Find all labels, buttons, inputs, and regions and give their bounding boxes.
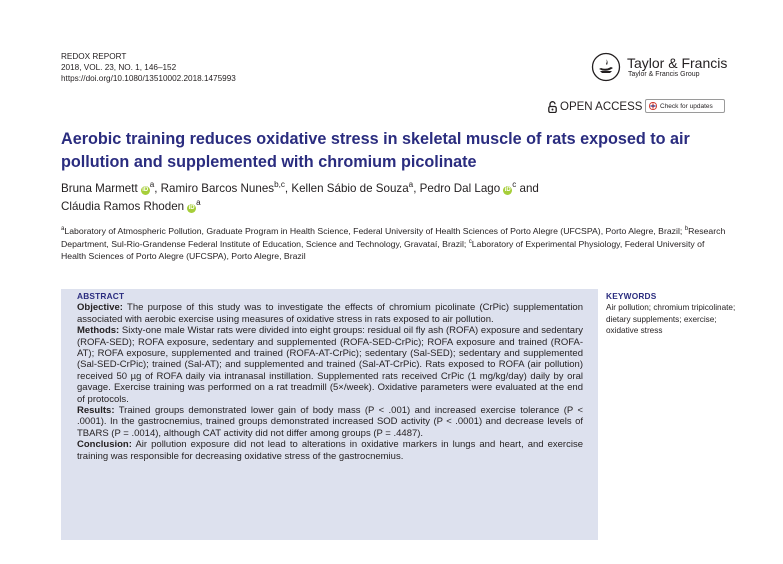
abstract xyxy=(77,291,583,462)
author-name[interactable]: Pedro Dal Lago xyxy=(419,182,501,195)
publisher-name: Taylor & Francis xyxy=(627,55,728,71)
orcid-icon[interactable]: iD xyxy=(142,187,149,193)
author-list: Bruna Marmett $iD^a$, Ramiro Barcos Nunes$^{b,c}$, Kellen Sábio de Souza$^a$, Pedro Dal Lago $iD^c$ and Cláudia Ramos Rhoden $iD^a$ xyxy=(61,180,539,213)
abstract-results xyxy=(77,405,583,439)
author-affiliation-mark: b,c xyxy=(274,180,285,190)
journal-info xyxy=(61,51,236,84)
abstract-heading: ABSTRACT xyxy=(77,291,125,301)
author-name[interactable]: Ramiro Barcos Nunes xyxy=(160,182,275,195)
abstract-objective xyxy=(77,302,583,325)
methods-label: Methods: xyxy=(77,325,120,337)
objective-text: The purpose of this study was to investigate the effects of chromium picolinate (CrPic) supplementation associated with aerobic exercise using measures of oxidative stress in rats exposed to air pollution. xyxy=(77,302,583,325)
check-updates-button[interactable] xyxy=(645,99,725,113)
doi-link[interactable]: https://doi.org/10.1080/13510002.2018.1475993 xyxy=(61,74,236,83)
open-access-label: OPEN ACCESS xyxy=(560,101,643,113)
author-name[interactable]: Kellen Sábio de Souza xyxy=(291,182,409,195)
open-access-badge xyxy=(548,101,642,113)
orcid-icon[interactable]: iD xyxy=(188,205,195,211)
article-title: Aerobic training reduces oxidative stress in skeletal muscle of rats exposed to air pollution and supplemented with chromium picolinate xyxy=(61,130,690,171)
affiliation-text: Laboratory of Atmospheric Pollution, Graduate Program in Health Science, Federal University of Health Sciences of Porto Alegre (UFCSPA), Porto Alegre, Brazil; xyxy=(64,226,685,236)
abstract-conclusion xyxy=(77,439,583,462)
orcid-icon[interactable]: iD xyxy=(504,187,511,193)
conclusion-label: Conclusion: xyxy=(77,439,132,451)
keywords-heading: KEYWORDS xyxy=(606,291,657,301)
author-affiliation-mark: a xyxy=(408,180,414,190)
keywords-text: Air pollution; chromium tripicolinate; dietary supplements; exercise; oxidative stress xyxy=(606,303,736,335)
author-affiliation-mark: a xyxy=(149,180,155,190)
author-name[interactable]: Bruna Marmett xyxy=(61,182,138,195)
affiliations xyxy=(61,225,731,263)
objective-label: Objective: xyxy=(77,302,123,314)
author-affiliation-mark: c xyxy=(512,180,517,190)
author-affiliation-mark: a xyxy=(196,198,201,208)
author-name[interactable]: Cláudia Ramos Rhoden xyxy=(61,200,185,213)
keywords xyxy=(606,291,736,336)
results-label: Results: xyxy=(77,405,115,417)
journal-name: REDOX REPORT xyxy=(61,52,127,61)
affiliation-mark: c xyxy=(468,237,472,245)
affiliation-text: Laboratory of Experimental Physiology, Federal University of Health Sciences of Porto Alegre (UFCSPA), Porto Alegre, Brazil xyxy=(61,238,705,261)
results-text: Trained groups demonstrated lower gain of body mass (P < .001) and increased exercise tolerance (P < .0001). In the gastrocnemius, trained groups demonstrated increased SOD activity (P < .0001) and decrease levels of TBARS (P = .0014), although CAT activity did not differ among groups (P = .4487). xyxy=(77,405,583,439)
methods-text: Sixty-one male Wistar rats were divided into eight groups: residual oil fly ash (ROFA) exposure and sedentary (ROFA-SED); ROFA exposure, sedentary and supplemented (ROFA-SED-CrPic); ROFA exposure and trained (ROFA-AT); ROFA exposure, supplemented and trained (ROFA-AT-CrPic); sedentary (Sal-SED); sedentary and supplemented (Sal-SED-CrPic); trained (Sal-AT); and supplemented and trained (Sal-AT-CrPic). Rats exposed to ROFA (air pollution) received 50 µg of ROFA daily via intranasal instillation. Supplemented rats received CrPic (1 mg/kg/day) daily by oral gavage. Exercise training was performed on a rat treadmill (5×/week). Oxidative parameters were evaluated at the end of protocols. xyxy=(77,325,583,405)
publisher-group: Taylor & Francis Group xyxy=(628,71,700,78)
affiliation-text: Research Department, Sul-Rio-Grandense Federal Institute of Education, Science and Technology, Gravataí, Brazil; xyxy=(61,226,726,249)
conclusion-text: Air pollution exposure did not lead to alterations in oxidative markers in lungs and heart, and exercise training was responsible for decreasing oxidative stress of the gastrocnemius. xyxy=(77,439,583,462)
check-updates-label: Check for updates xyxy=(660,102,713,110)
crossmark-icon xyxy=(649,102,657,110)
taylor-francis-lamp-icon xyxy=(591,52,621,82)
journal-volume: 2018, VOL. 23, NO. 1, 146–152 xyxy=(61,63,177,72)
affiliation-mark: b xyxy=(684,225,689,233)
open-lock-icon xyxy=(548,101,557,113)
affiliation-mark: a xyxy=(61,225,65,233)
abstract-methods xyxy=(77,325,583,405)
